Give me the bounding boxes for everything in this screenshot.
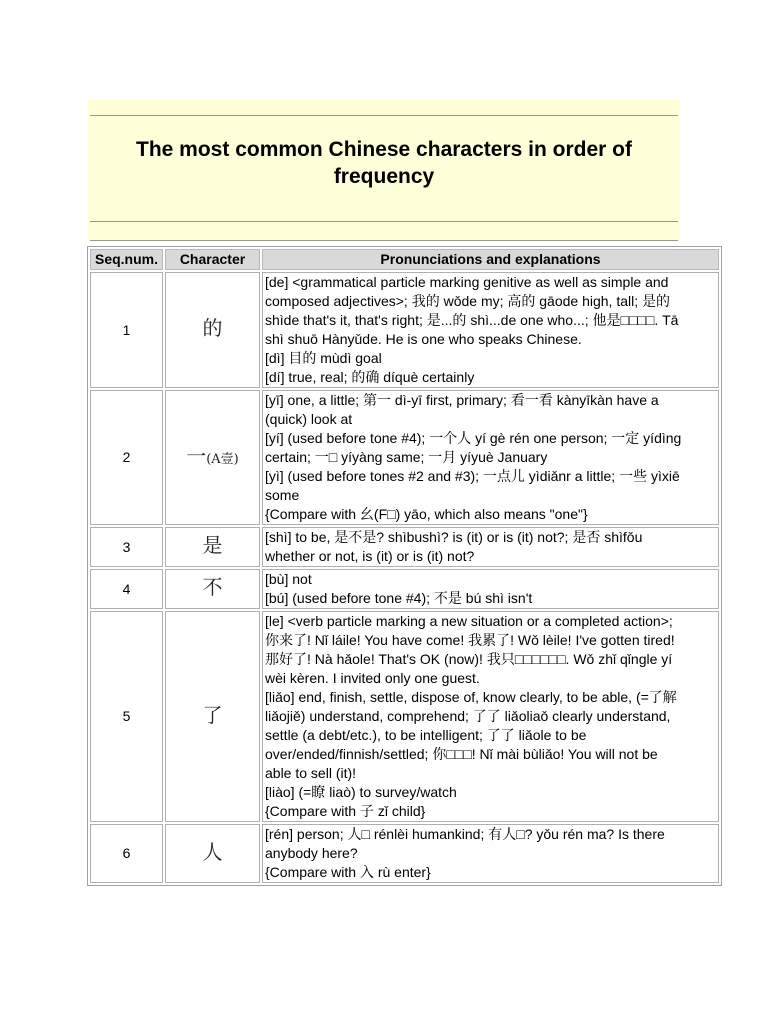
chinese-character: 了 bbox=[202, 702, 223, 727]
title-banner bbox=[88, 100, 680, 242]
explanation-line: settle (a debt/etc.), to be intelligent; 了了 liǎole to be bbox=[265, 727, 587, 743]
character-cell bbox=[165, 611, 260, 822]
explanation-line: [yī] one, a little; 第一 dì-yī first, primary; 看一看 kànyīkàn have a bbox=[265, 392, 659, 408]
explanation-line: [liào] (=瞭 liaò) to survey/watch bbox=[265, 784, 457, 800]
explanation-line: {Compare with 子 zǐ child} bbox=[265, 803, 426, 819]
explanation-line: shìde that's it, that's right; 是...的 shì...de one who...; 他是□□□□. Tā bbox=[265, 312, 679, 328]
divider bbox=[90, 115, 678, 116]
header-character: Character bbox=[165, 249, 260, 270]
explanation-line: able to sell (it)! bbox=[265, 765, 357, 781]
character-cell bbox=[165, 527, 260, 567]
explanation-line: anybody here? bbox=[265, 845, 358, 861]
explanation-line: [rén] person; 人□ rénlèi humankind; 有人□? yǒu rén ma? Is there bbox=[265, 826, 665, 842]
explanation-line: {Compare with 幺(F□) yāo, which also means "one"} bbox=[265, 506, 588, 522]
explanation-cell bbox=[262, 272, 719, 388]
character-cell bbox=[165, 390, 260, 525]
chinese-character: 一 bbox=[186, 443, 207, 468]
explanation-line: [shì] to be, 是不是? shìbushì? is (it) or is (it) not?; 是否 shìfǒu bbox=[265, 529, 643, 545]
seq-num-cell: 6 bbox=[90, 824, 163, 883]
header-pronunciations: Pronunciations and explanations bbox=[262, 249, 719, 270]
explanation-cell bbox=[262, 390, 719, 525]
explanation-line: [dí] true, real; 的确 díquè certainly bbox=[265, 369, 475, 385]
table-row bbox=[90, 824, 719, 883]
character-variant: (A壹) bbox=[206, 451, 239, 467]
header-seq-num: Seq.num. bbox=[90, 249, 163, 270]
explanation-line: (quick) look at bbox=[265, 411, 353, 427]
divider bbox=[90, 221, 678, 222]
table-header-row bbox=[90, 249, 719, 270]
seq-num-cell: 4 bbox=[90, 569, 163, 609]
explanation-line: certain; 一□ yíyàng same; 一月 yíyuè January bbox=[265, 449, 548, 465]
chinese-character: 是 bbox=[202, 533, 223, 557]
explanation-line: 你来了! Nǐ láile! You have come! 我累了! Wǒ lèile! I've gotten tired! bbox=[265, 632, 675, 648]
explanation-line: [le] <verb particle marking a new situation or a completed action>; bbox=[265, 613, 673, 629]
explanation-line: 那好了! Nà hǎole! That's OK (now)! 我只□□□□□□. Wǒ zhǐ qǐngle yí bbox=[265, 651, 673, 667]
explanation-line: liǎojiě) understand, comprehend; 了了 liǎoliaǒ clearly understand, bbox=[265, 708, 671, 724]
explanation-line: wèi kèren. I invited only one guest. bbox=[265, 670, 480, 686]
explanation-line: [de] <grammatical particle marking genitive as well as simple and bbox=[265, 274, 669, 290]
table-row bbox=[90, 390, 719, 525]
explanation-line: whether or not, is (it) or is (it) not? bbox=[265, 548, 475, 564]
explanation-line: some bbox=[265, 487, 300, 503]
explanation-cell bbox=[262, 527, 719, 567]
explanation-line: composed adjectives>; 我的 wǒde my; 高的 gāode high, tall; 是的 bbox=[265, 293, 671, 309]
character-frequency-table bbox=[87, 246, 722, 886]
table-row bbox=[90, 272, 719, 388]
seq-num-cell: 5 bbox=[90, 611, 163, 822]
explanation-cell bbox=[262, 569, 719, 609]
explanation-line: [bù] not bbox=[265, 571, 312, 587]
page-title: The most common Chinese characters in order of frequency bbox=[136, 138, 632, 188]
character-cell bbox=[165, 569, 260, 609]
seq-num-cell: 2 bbox=[90, 390, 163, 525]
explanation-line: {Compare with 入 rù enter} bbox=[265, 864, 431, 880]
explanation-line: [dì] 目的 mùdì goal bbox=[265, 350, 382, 366]
seq-num-cell: 1 bbox=[90, 272, 163, 388]
explanation-line: shì shuō Hànyǔde. He is one who speaks Chinese. bbox=[265, 331, 582, 347]
table-row bbox=[90, 527, 719, 567]
table-row bbox=[90, 569, 719, 609]
explanation-cell bbox=[262, 611, 719, 822]
table-row bbox=[90, 611, 719, 822]
divider bbox=[90, 240, 678, 241]
explanation-cell bbox=[262, 824, 719, 883]
character-cell bbox=[165, 272, 260, 388]
chinese-character: 不 bbox=[202, 575, 223, 599]
seq-num-cell: 3 bbox=[90, 527, 163, 567]
chinese-character: 的 bbox=[202, 316, 223, 340]
character-cell bbox=[165, 824, 260, 883]
explanation-line: [liǎo] end, finish, settle, dispose of, know clearly, to be able, (=了解 bbox=[265, 689, 677, 705]
chinese-character: 人 bbox=[202, 839, 223, 864]
explanation-line: [yí] (used before tone #4); 一个人 yí gè rén one person; 一定 yídìng bbox=[265, 430, 682, 446]
explanation-line: [bú] (used before tone #4); 不是 bú shì isn't bbox=[265, 590, 533, 606]
explanation-line: [yì] (used before tones #2 and #3); 一点儿 yìdiǎnr a little; 一些 yìxiē bbox=[265, 468, 680, 484]
explanation-line: over/ended/finnish/settled; 你□□□! Nǐ mài bùliǎo! You will not be bbox=[265, 746, 658, 762]
